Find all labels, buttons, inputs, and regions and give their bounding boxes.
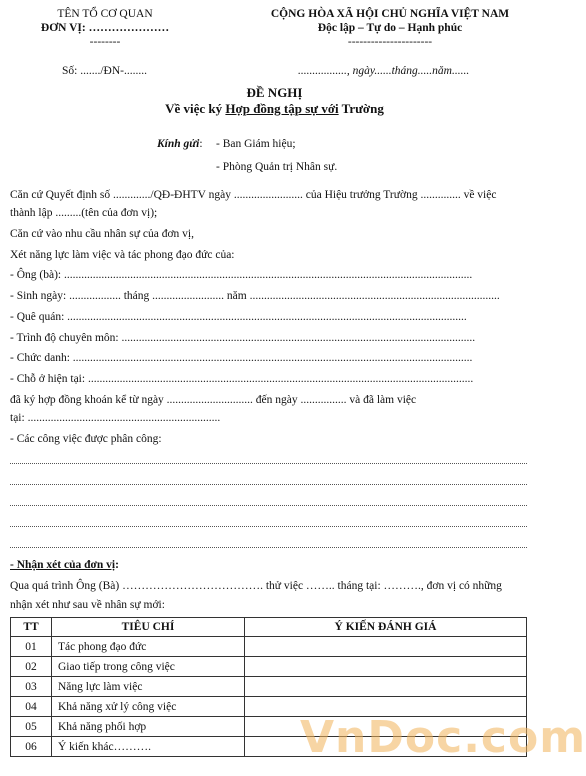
field-birthdate: - Sinh ngày: .................. tháng ......................... năm ....................................................................................... bbox=[10, 290, 500, 302]
field-hometown: - Quê quán: ........................................................................................................................................... bbox=[10, 311, 467, 323]
recipient-2: - Phòng Quản trị Nhân sự. bbox=[216, 161, 338, 173]
motto-separator: ---------------------- bbox=[347, 36, 433, 48]
row-criterion: Khả năng phối hợp bbox=[52, 717, 245, 737]
document-date: ................., ngày......tháng.....năm...... bbox=[298, 65, 470, 77]
basis-line-1: Căn cứ Quyết định số ............./QĐ-ĐHTV ngày ........................ của Hiệu trưởng Trường .............. về việc bbox=[10, 189, 497, 201]
row-criterion: Tác phong đạo đức bbox=[52, 637, 245, 657]
subtitle-suffix: Trường bbox=[338, 101, 384, 116]
task-blank-line bbox=[10, 484, 527, 485]
table-row bbox=[11, 677, 527, 697]
recipients-label bbox=[157, 138, 203, 150]
task-blank-line bbox=[10, 547, 527, 548]
subtitle-underlined: Hợp đồng tập sự với bbox=[225, 101, 339, 116]
table-header-row bbox=[11, 618, 527, 637]
watermark-logo: VnDoc.com bbox=[300, 712, 586, 763]
row-opinion[interactable] bbox=[245, 637, 527, 657]
review-heading bbox=[10, 559, 119, 571]
recipients-label-text: Kính gửi bbox=[157, 138, 200, 150]
subtitle-prefix: Về việc ký bbox=[165, 101, 226, 116]
review-line-2: nhận xét như sau về nhân sự mới: bbox=[10, 599, 165, 611]
task-blank-line bbox=[10, 505, 527, 506]
page-subtitle bbox=[0, 101, 549, 117]
row-criterion: Giao tiếp trong công việc bbox=[52, 657, 245, 677]
row-tt: 04 bbox=[11, 697, 52, 717]
recipient-1: - Ban Giám hiệu; bbox=[216, 138, 296, 150]
header-tt: TT bbox=[11, 618, 52, 637]
row-opinion[interactable] bbox=[245, 657, 527, 677]
row-tt: 02 bbox=[11, 657, 52, 677]
field-name: - Ông (bà): .............................................................................................................................................. bbox=[10, 269, 473, 281]
unit-name: ĐƠN VỊ: ………………… bbox=[40, 22, 170, 34]
document-number: Số: ......./ĐN-........ bbox=[62, 65, 147, 77]
review-heading-text: - Nhận xét của đơn vị bbox=[10, 559, 116, 571]
task-blank-line bbox=[10, 463, 527, 464]
row-tt: 06 bbox=[11, 737, 52, 757]
org-name: TÊN TỔ CƠ QUAN bbox=[57, 8, 153, 20]
header-criterion: TIÊU CHÍ bbox=[52, 618, 245, 637]
review-heading-colon: : bbox=[115, 559, 119, 571]
row-tt: 01 bbox=[11, 637, 52, 657]
unit-separator: -------- bbox=[89, 36, 121, 48]
basis-line-2: thành lập .........(tên của đơn vị); bbox=[10, 207, 158, 219]
table-row bbox=[11, 657, 527, 677]
header-opinion: Ý KIẾN ĐÁNH GIÁ bbox=[245, 618, 527, 637]
basis-evaluation: Xét năng lực làm việc và tác phong đạo đức của: bbox=[10, 249, 235, 261]
review-line-1: Qua quá trình Ông (Bà) ………………………………. thử việc …….. tháng tại: ………., đơn vị có những bbox=[10, 580, 502, 592]
row-criterion: Ý kiến khác………. bbox=[52, 737, 245, 757]
basis-needs: Căn cứ vào nhu cầu nhân sự của đơn vị, bbox=[10, 228, 194, 240]
task-blank-line bbox=[10, 526, 527, 527]
row-opinion[interactable] bbox=[245, 677, 527, 697]
row-tt: 03 bbox=[11, 677, 52, 697]
field-address: - Chỗ ở hiện tại: ...................................................................................................................................... bbox=[10, 373, 474, 385]
tasks-heading: - Các công việc được phân công: bbox=[10, 433, 162, 445]
contract-line-1: đã ký hợp đồng khoán kể từ ngày .............................. đến ngày ................ và đã làm việc bbox=[10, 394, 417, 406]
row-criterion: Khả năng xử lý công việc bbox=[52, 697, 245, 717]
row-criterion: Năng lực làm việc bbox=[52, 677, 245, 697]
contract-line-2: tại: ................................................................... bbox=[10, 412, 221, 424]
table-row bbox=[11, 637, 527, 657]
recipients-colon: : bbox=[199, 138, 203, 150]
country-name: CỘNG HÒA XÃ HỘI CHỦ NGHĨA VIỆT NAM bbox=[270, 8, 510, 20]
field-education: - Trình độ chuyên môn: ........................................................................................................................... bbox=[10, 332, 476, 344]
field-position: - Chức danh: ........................................................................................................................................... bbox=[10, 352, 473, 364]
motto: Độc lập – Tự do – Hạnh phúc bbox=[317, 22, 463, 34]
page-title: ĐỀ NGHỊ bbox=[246, 85, 303, 100]
row-tt: 05 bbox=[11, 717, 52, 737]
